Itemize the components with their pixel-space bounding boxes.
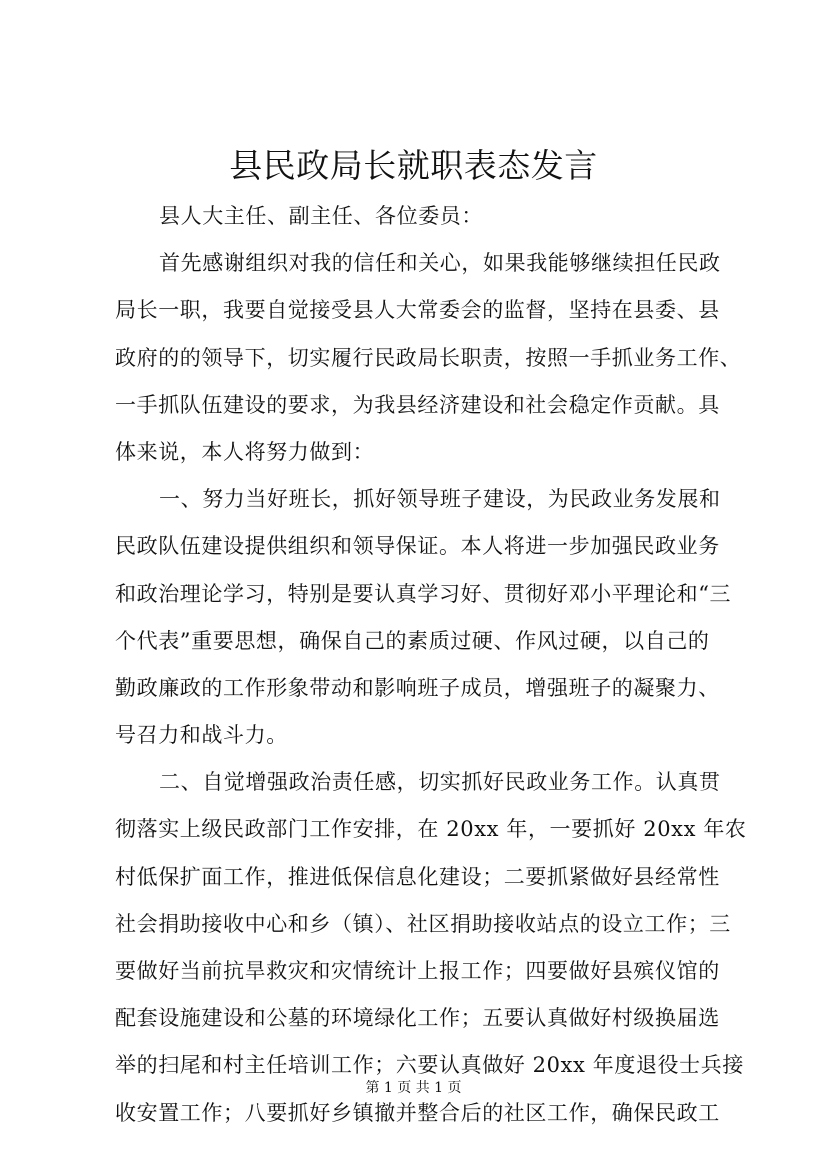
paragraph-line: 体来说，本人将努力做到： <box>115 439 375 464</box>
paragraph-line: 局长一职，我要自觉接受县人大常委会的监督，坚持在县委、县 <box>115 298 720 323</box>
paragraph-line: 收安置工作；八要抓好乡镇撤并整合后的社区工作，确保民政工 <box>115 1100 720 1125</box>
paragraph-line: 配套设施建设和公墓的环境绿化工作；五要认真做好村级换届选 <box>115 1006 720 1031</box>
paragraph-line: 村低保扩面工作，推进低保信息化建设；二要抓紧做好县经常性 <box>115 864 720 889</box>
paragraph-line: 社会捐助接收中心和乡（镇）、社区捐助接收站点的设立工作；三 <box>115 911 731 936</box>
document-title: 县民政局长就职表态发言 <box>229 146 598 185</box>
paragraph-line: 民政队伍建设提供组织和领导保证。本人将进一步加强民政业务 <box>115 534 720 559</box>
paragraph-line: 一、努力当好班长，抓好领导班子建设，为民政业务发展和 <box>159 487 721 512</box>
page-number-footer: 第 1 页 共 1 页 <box>365 1080 462 1096</box>
document-body <box>115 193 747 1137</box>
paragraph-line: 彻落实上级民政部门工作安排，在 20xx 年，一要抓好 20xx 年农 <box>115 817 747 842</box>
paragraph-line: 二、自觉增强政治责任感，切实抓好民政业务工作。认真贯 <box>159 770 721 795</box>
paragraph-line: 举的扫尾和村主任培训工作；六要认真做好 20xx 年度退役士兵接 <box>115 1053 744 1078</box>
paragraph-line: 要做好当前抗旱救灾和灾情统计上报工作；四要做好县殡仪馆的 <box>115 959 720 983</box>
paragraph-line: 政府的的领导下，切实履行民政局长职责，按照一手抓业务工作、 <box>115 345 742 370</box>
paragraph-line: 和政治理论学习，特别是要认真学习好、贯彻好邓小平理论和“三 <box>115 581 732 606</box>
paragraph-line: 个代表”重要思想，确保自己的素质过硬、作风过硬，以自己的 <box>115 628 710 653</box>
paragraph-line: 一手抓队伍建设的要求，为我县经济建设和社会稳定作贡献。具 <box>115 392 720 417</box>
paragraph-line: 勤政廉政的工作形象带动和影响班子成员，增强班子的凝聚力、 <box>115 675 720 700</box>
paragraph-line: 号召力和战斗力。 <box>115 723 288 748</box>
salutation-line: 县人大主任、副主任、各位委员： <box>159 204 483 228</box>
paragraph-line: 首先感谢组织对我的信任和关心，如果我能够继续担任民政 <box>159 251 721 276</box>
